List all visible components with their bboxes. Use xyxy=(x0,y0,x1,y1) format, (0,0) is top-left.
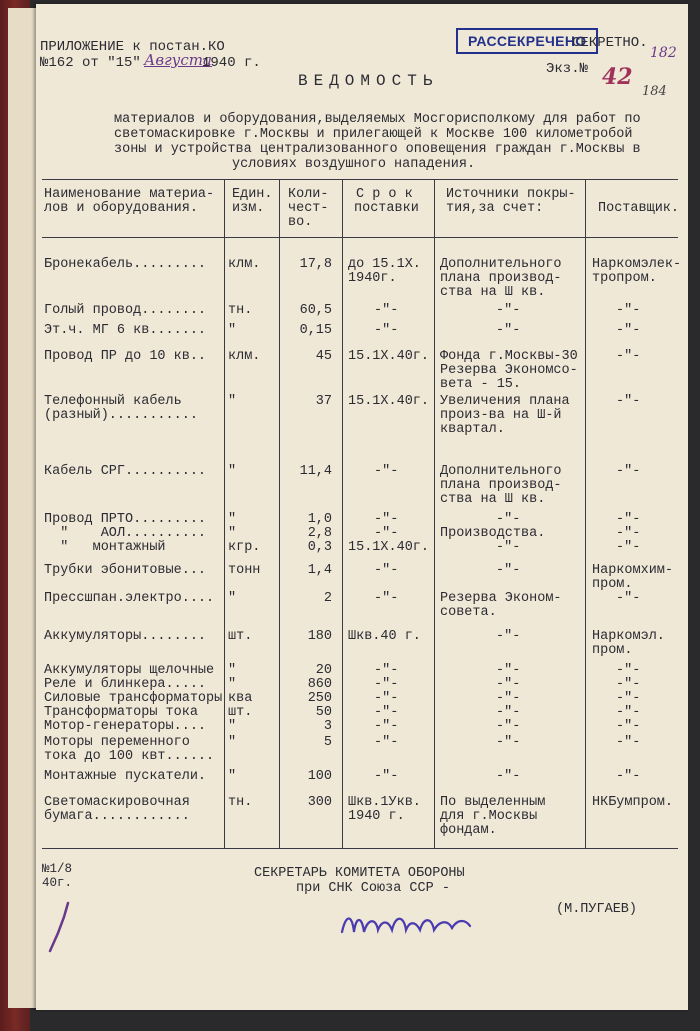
cell-funding-source: -"- xyxy=(496,663,521,678)
cell-funding-source: -"- xyxy=(496,563,521,578)
cell-funding-source: Фонда г.Москвы-30 xyxy=(440,349,578,364)
cell-unit: ква xyxy=(228,691,253,706)
header-rule xyxy=(42,237,678,238)
cell-funding-source: По выделенным xyxy=(440,795,546,810)
cell-material-name: Телефонный кабель xyxy=(44,394,182,409)
cell-funding-source: -"- xyxy=(496,691,521,706)
cell-material-name: Голый провод........ xyxy=(44,303,207,318)
cell-delivery-term: -"- xyxy=(374,512,399,527)
cell-quantity: 45 xyxy=(315,349,332,364)
cell-funding-source: -"- xyxy=(496,719,521,734)
cell-material-name: (разный)........... xyxy=(44,408,198,423)
subtitle-line-2: светомаскировке г.Москвы и прилегающей к Москве 100 километробой xyxy=(114,127,633,142)
cell-supplier: -"- xyxy=(616,735,641,750)
column-divider xyxy=(585,180,586,848)
column-divider xyxy=(342,180,343,848)
cell-quantity: 300 xyxy=(307,795,332,810)
header-term-line-1: С р о к xyxy=(356,187,413,202)
header-source-line-1: Источники покры- xyxy=(446,187,576,202)
cell-material-name: Провод ПРТО......... xyxy=(44,512,207,527)
page-number-second: 184 xyxy=(642,84,667,99)
cell-supplier: Наркомэл. xyxy=(592,629,665,644)
cell-quantity: 20 xyxy=(315,663,332,678)
header-source-line-2: тия,за счет: xyxy=(446,201,544,216)
cell-delivery-term: -"- xyxy=(374,769,399,784)
column-divider xyxy=(224,180,225,848)
cell-funding-source: -"- xyxy=(496,303,521,318)
declassified-stamp: РАССЕКРЕЧЕНО xyxy=(456,28,598,54)
cell-supplier: -"- xyxy=(616,464,641,479)
cell-delivery-term: -"- xyxy=(374,719,399,734)
cell-unit: кгр. xyxy=(228,540,261,555)
cell-funding-source: Производства. xyxy=(440,526,546,541)
cell-supplier: -"- xyxy=(616,540,641,555)
cell-quantity: 1,0 xyxy=(307,512,332,527)
cell-funding-source: -"- xyxy=(496,629,521,644)
cell-supplier: пром. xyxy=(592,577,633,592)
cell-quantity: 860 xyxy=(307,677,332,692)
cell-quantity: 3 xyxy=(323,719,332,734)
header-unit-line-1: Един. xyxy=(232,187,273,202)
cell-quantity: 250 xyxy=(307,691,332,706)
cell-delivery-term: -"- xyxy=(374,677,399,692)
cell-material-name: Кабель СРГ.......... xyxy=(44,464,207,479)
cell-material-name: Монтажные пускатели. xyxy=(44,769,207,784)
cell-quantity: 60,5 xyxy=(299,303,332,318)
cell-unit: " xyxy=(228,394,237,409)
cell-delivery-term: -"- xyxy=(374,464,399,479)
cell-unit: " xyxy=(228,735,237,750)
cell-delivery-term: -"- xyxy=(374,691,399,706)
cell-unit: тн. xyxy=(228,303,253,318)
cell-material-name: Силовые трансформаторы xyxy=(44,691,223,706)
cell-delivery-term: -"- xyxy=(374,591,399,606)
cell-material-name: Реле и блинкера..... xyxy=(44,677,207,692)
cell-supplier: Наркомхим- xyxy=(592,563,674,578)
cell-funding-source: для г.Москвы xyxy=(440,809,538,824)
cell-quantity: 0,3 xyxy=(307,540,332,555)
secret-label: СЕКРЕТНО. xyxy=(572,35,648,51)
cell-material-name: Трансформаторы тока xyxy=(44,705,198,720)
cell-material-name: Провод ПР до 10 кв.. xyxy=(44,349,207,364)
cell-quantity: 2 xyxy=(323,591,332,606)
number-line: №162 от "15" xyxy=(40,55,141,71)
signature-title-line-2: при СНК Союза ССР - xyxy=(296,881,450,896)
cell-funding-source: Дополнительного xyxy=(440,257,562,272)
cell-unit: " xyxy=(228,719,237,734)
cell-unit: " xyxy=(228,323,237,338)
cell-funding-source: вета - 15. xyxy=(440,377,522,392)
cell-unit: " xyxy=(228,464,237,479)
cell-delivery-term: -"- xyxy=(374,563,399,578)
cell-unit: тонн xyxy=(228,563,261,578)
cell-funding-source: -"- xyxy=(496,323,521,338)
header-qty-line-2: чест- xyxy=(288,201,329,216)
handwritten-month: Августа xyxy=(144,51,212,69)
cell-delivery-term: Шкв.1Укв. xyxy=(348,795,421,810)
cell-funding-source: квартал. xyxy=(440,422,505,437)
cell-supplier: -"- xyxy=(616,705,641,720)
cell-supplier: -"- xyxy=(616,719,641,734)
header-name-line-1: Наименование материа- xyxy=(44,187,215,202)
margin-pen-mark xyxy=(40,899,80,959)
cell-delivery-term: -"- xyxy=(374,735,399,750)
column-divider xyxy=(434,180,435,848)
cell-unit: " xyxy=(228,591,237,606)
cell-quantity: 50 xyxy=(315,705,332,720)
cell-delivery-term: 15.1X.40г. xyxy=(348,394,430,409)
cell-unit: шт. xyxy=(228,705,253,720)
cell-delivery-term: до 15.1X. xyxy=(348,257,421,272)
cell-supplier: -"- xyxy=(616,512,641,527)
cell-unit: клм. xyxy=(228,257,261,272)
cell-supplier: Наркомэлек- xyxy=(592,257,682,272)
copy-label: Экз.№ xyxy=(546,61,589,77)
cell-funding-source: -"- xyxy=(496,512,521,527)
handwritten-signature xyxy=(336,904,486,944)
cell-unit: " xyxy=(228,677,237,692)
cell-supplier: -"- xyxy=(616,394,641,409)
cell-quantity: 5 xyxy=(323,735,332,750)
cell-unit: " xyxy=(228,663,237,678)
cell-quantity: 37 xyxy=(315,394,332,409)
side-note-line-2: 40г. xyxy=(42,876,73,890)
cell-delivery-term: 1940г. xyxy=(348,271,397,286)
cell-delivery-term: 15.1X.40г. xyxy=(348,349,430,364)
cell-supplier: -"- xyxy=(616,591,641,606)
cell-material-name: Эт.ч. МГ 6 кв....... xyxy=(44,323,207,338)
cell-material-name: Аккумуляторы щелочные xyxy=(44,663,215,678)
subtitle-line-3: зоны и устройства централизованного оповещения граждан г.Москвы в xyxy=(114,142,641,157)
cell-delivery-term: -"- xyxy=(374,526,399,541)
header-year: 1940 г. xyxy=(202,55,261,71)
cell-material-name: " АОЛ.......... xyxy=(44,526,207,541)
signer-name: (М.ПУГАЕВ) xyxy=(556,902,638,917)
cell-quantity: 17,8 xyxy=(299,257,332,272)
cell-material-name: Аккумуляторы........ xyxy=(44,629,207,644)
cell-funding-source: ства на Ш кв. xyxy=(440,285,546,300)
cell-quantity: 0,15 xyxy=(299,323,332,338)
cell-quantity: 2,8 xyxy=(307,526,332,541)
cell-unit: " xyxy=(228,512,237,527)
cell-material-name: Моторы переменного xyxy=(44,735,190,750)
cell-delivery-term: 1940 г. xyxy=(348,809,405,824)
cell-delivery-term: -"- xyxy=(374,303,399,318)
cell-material-name: Светомаскировочная xyxy=(44,795,190,810)
cell-supplier: -"- xyxy=(616,769,641,784)
cell-quantity: 1,4 xyxy=(307,563,332,578)
cell-unit: " xyxy=(228,769,237,784)
cell-funding-source: плана производ- xyxy=(440,271,562,286)
cell-supplier: -"- xyxy=(616,303,641,318)
cell-funding-source: -"- xyxy=(496,705,521,720)
cell-funding-source: фондам. xyxy=(440,823,497,838)
cell-unit: тн. xyxy=(228,795,253,810)
cell-material-name: бумага............ xyxy=(44,809,190,824)
cell-unit: шт. xyxy=(228,629,253,644)
document-title: ВЕДОМОСТЬ xyxy=(298,72,439,90)
cell-funding-source: Резерва Эконом- xyxy=(440,591,562,606)
cell-funding-source: произ-ва на Ш-й xyxy=(440,408,562,423)
header-qty-line-3: во. xyxy=(288,215,313,230)
cell-supplier: -"- xyxy=(616,323,641,338)
cell-funding-source: Увеличения плана xyxy=(440,394,570,409)
cell-delivery-term: Шкв.40 г. xyxy=(348,629,421,644)
cell-material-name: Прессшпан.электро.... xyxy=(44,591,215,606)
cell-unit: " xyxy=(228,526,237,541)
materials-table xyxy=(42,179,682,849)
cell-unit: клм. xyxy=(228,349,261,364)
column-divider xyxy=(279,180,280,848)
cell-supplier: тропром. xyxy=(592,271,657,286)
cell-supplier: -"- xyxy=(616,691,641,706)
cell-material-name: " монтажный xyxy=(44,540,166,555)
cell-delivery-term: -"- xyxy=(374,323,399,338)
cell-supplier: -"- xyxy=(616,663,641,678)
subtitle-line-4: условиях воздушного нападения. xyxy=(232,157,476,172)
cell-funding-source: -"- xyxy=(496,540,521,555)
copy-number-handwritten: 42 xyxy=(602,64,633,90)
cell-material-name: Мотор-генераторы.... xyxy=(44,719,207,734)
cell-supplier: -"- xyxy=(616,349,641,364)
cell-funding-source: ства на Ш кв. xyxy=(440,492,546,507)
side-note-line-1: №1/8 xyxy=(42,862,73,876)
cell-funding-source: плана производ- xyxy=(440,478,562,493)
cell-quantity: 11,4 xyxy=(299,464,332,479)
cell-funding-source: Резерва Экономсо- xyxy=(440,363,578,378)
cell-material-name: Бронекабель......... xyxy=(44,257,207,272)
page-number-top: 182 xyxy=(650,45,677,61)
cell-supplier: НКБумпром. xyxy=(592,795,674,810)
cell-funding-source: -"- xyxy=(496,769,521,784)
document-page xyxy=(36,4,688,1010)
cell-delivery-term: -"- xyxy=(374,663,399,678)
signature-title-line-1: СЕКРЕТАРЬ КОМИТЕТА ОБОРОНЫ xyxy=(254,866,465,881)
header-unit-line-2: изм. xyxy=(232,201,265,216)
cell-funding-source: -"- xyxy=(496,735,521,750)
cell-material-name: Трубки эбонитовые... xyxy=(44,563,207,578)
header-qty-line-1: Коли- xyxy=(288,187,329,202)
header-name-line-2: лов и оборудования. xyxy=(44,201,198,216)
cell-delivery-term: 15.1X.40г. xyxy=(348,540,430,555)
cell-supplier: пром. xyxy=(592,643,633,658)
cell-quantity: 180 xyxy=(307,629,332,644)
appendix-line: ПРИЛОЖЕНИЕ к постан.КО xyxy=(40,39,225,55)
cell-funding-source: совета. xyxy=(440,605,497,620)
cell-material-name: тока до 100 квт...... xyxy=(44,749,215,764)
cell-delivery-term: -"- xyxy=(374,705,399,720)
cell-supplier: -"- xyxy=(616,526,641,541)
subtitle-line-1: материалов и оборудования,выделяемых Мосгорисполкому для работ по xyxy=(114,112,641,127)
header-term-line-2: поставки xyxy=(354,201,419,216)
cell-funding-source: Дополнительного xyxy=(440,464,562,479)
cell-funding-source: -"- xyxy=(496,677,521,692)
cell-quantity: 100 xyxy=(307,769,332,784)
header-supplier: Поставщик. xyxy=(598,201,680,216)
cell-supplier: -"- xyxy=(616,677,641,692)
